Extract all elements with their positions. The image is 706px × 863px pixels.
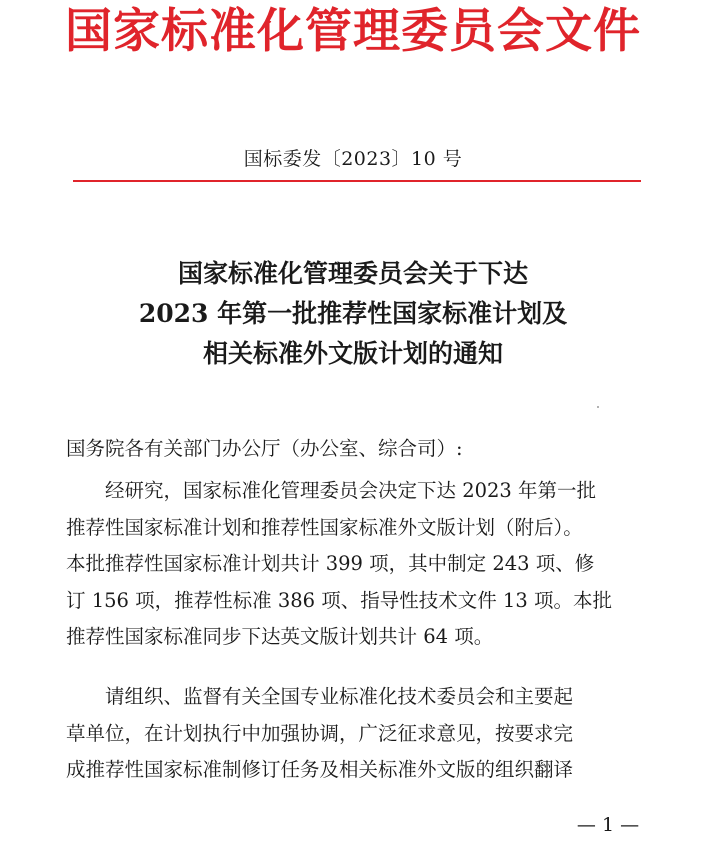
paragraph-line: 请组织、监督有关全国专业标准化技术委员会和主要起 (66, 685, 574, 708)
paragraph-line: 推荐性国家标准同步下达英文版计划共计 64 项。 (66, 625, 494, 648)
document-number: 国标委发〔2023〕10 号 (243, 148, 463, 170)
header-divider-line (73, 180, 641, 182)
notice-title-line: 国家标准化管理委员会关于下达 (177, 259, 528, 288)
addressee: 国务院各有关部门办公厅（办公室、综合司）: (66, 437, 463, 460)
paragraph-line: 成推荐性国家标准制修订任务及相关标准外文版的组织翻译 (66, 758, 574, 781)
scan-speck (597, 406, 599, 408)
notice-title-line: 2023 年第一批推荐性国家标准计划及 (138, 299, 568, 328)
document-header-title: 国家标准化管理委员会文件 (65, 4, 641, 59)
page-number: — 1 — (576, 814, 640, 836)
notice-title (0, 254, 706, 374)
notice-title-line: 相关标准外文版计划的通知 (202, 339, 503, 368)
paragraph-line: 草单位，在计划执行中加强协调，广泛征求意见，按要求完 (66, 721, 574, 745)
paragraph-line: 推荐性国家标准计划和推荐性国家标准外文版计划（附后）。 (66, 515, 583, 539)
paragraph-line: 订 156 项，推荐性标准 386 项、指导性技术文件 13 项。本批 (66, 588, 612, 612)
paragraph-line: 经研究，国家标准化管理委员会决定下达 2023 年第一批 (66, 479, 597, 502)
body-paragraph (66, 679, 656, 789)
body-paragraph (66, 473, 656, 656)
paragraph-line: 本批推荐性国家标准计划共计 399 项，其中制定 243 项、修 (66, 552, 595, 575)
